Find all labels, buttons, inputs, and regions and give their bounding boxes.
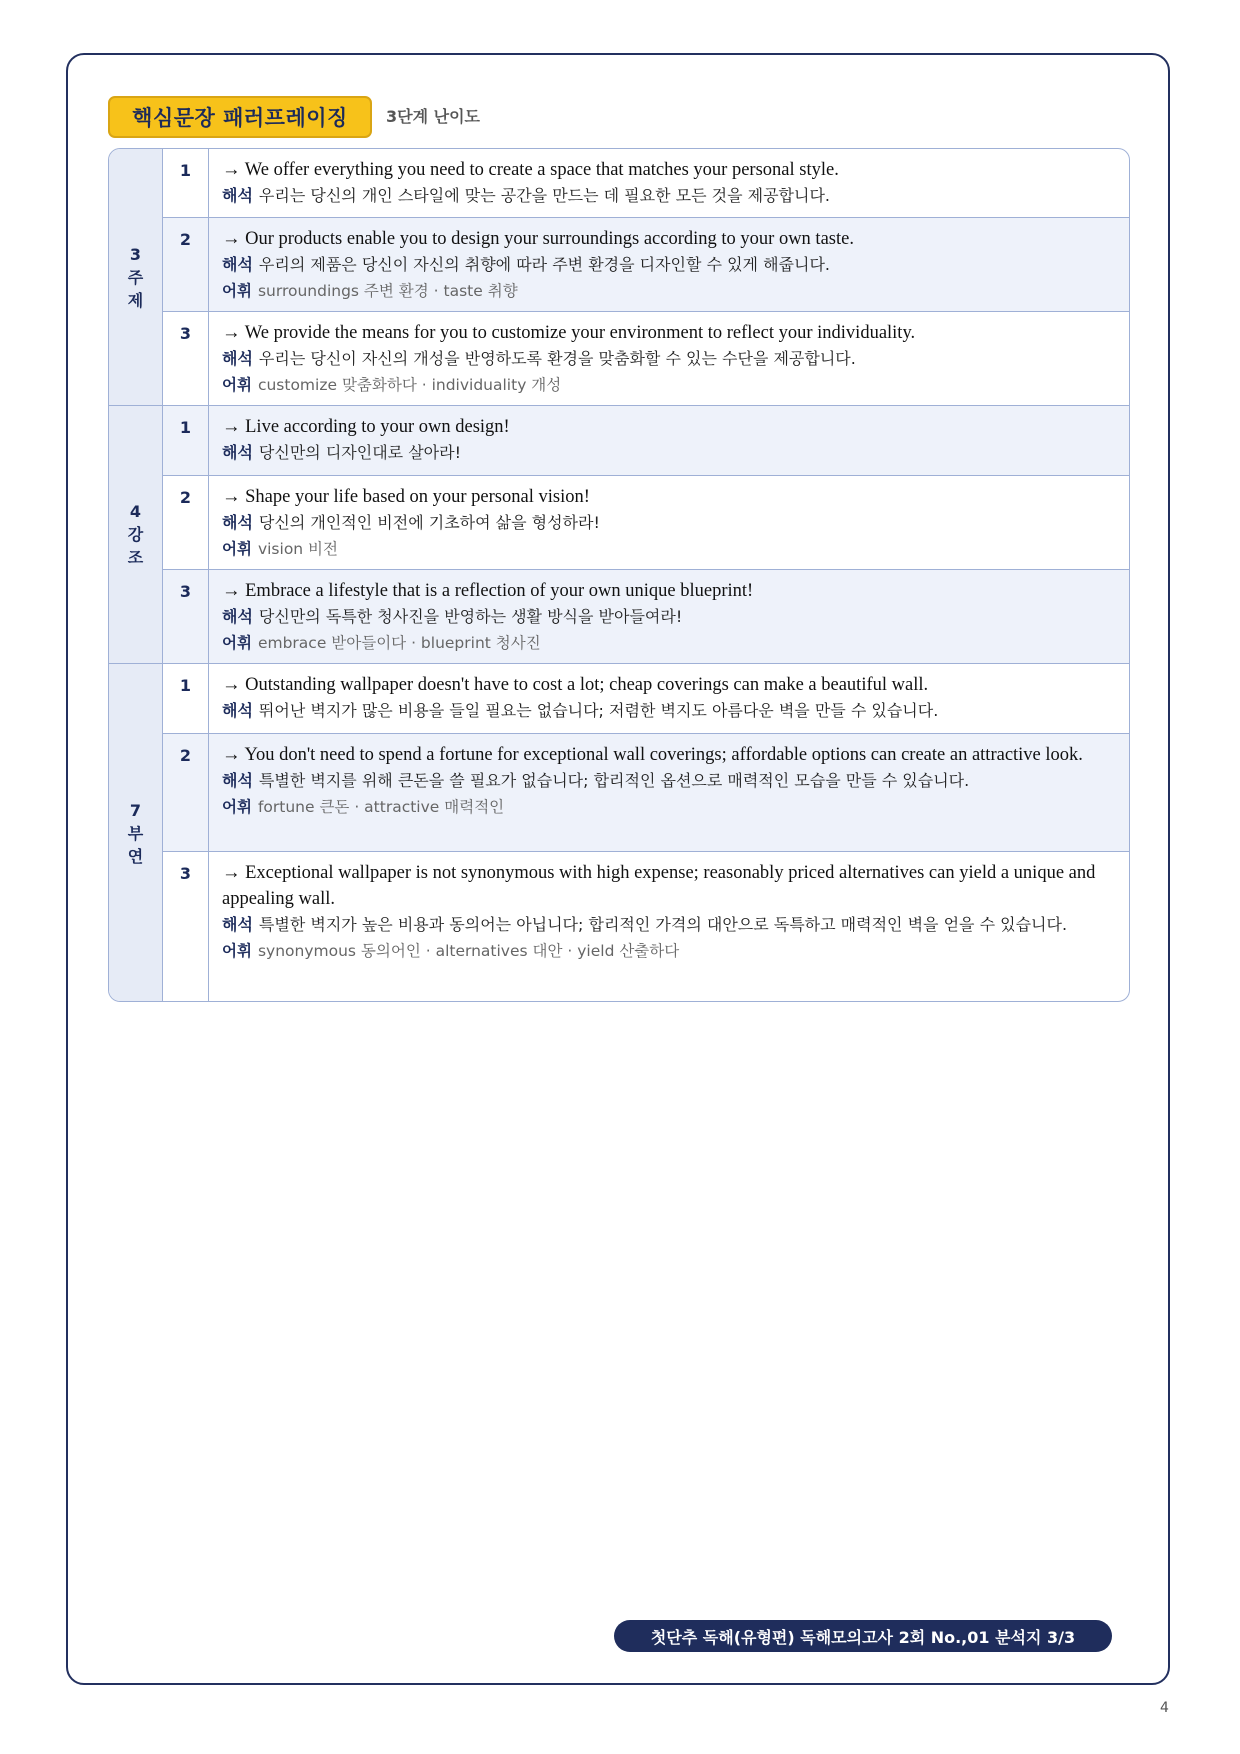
- translation-label: 해석: [222, 186, 253, 205]
- english-sentence: → Shape your life based on your personal vision!: [222, 487, 590, 507]
- vocab-list: customize 맞춤화하다 · individuality 개성: [257, 376, 562, 394]
- row-number: 2: [163, 218, 209, 311]
- english-sentence: → You don't need to spend a fortune for exceptional wall coverings; affordable options can create an attractive look.: [222, 745, 1083, 765]
- translation-label: 해석: [222, 607, 253, 626]
- group-label-3: [109, 149, 163, 405]
- vocab-label: 어휘: [222, 634, 252, 652]
- english-sentence: → Embrace a lifestyle that is a reflection of your own unique blueprint!: [222, 581, 754, 601]
- translation-label: 해석: [222, 349, 253, 368]
- table-row: [163, 217, 1129, 311]
- group-number: 3: [129, 244, 142, 264]
- table-row: [163, 149, 1129, 217]
- row-number: 1: [163, 406, 209, 475]
- difficulty-label: 3단계 난이도: [386, 107, 480, 126]
- group-char: 강: [127, 525, 144, 544]
- korean-translation: 특별한 벽지를 위해 큰돈을 쓸 필요가 없습니다; 합리적인 옵션으로 매력적인 모습을 만들 수 있습니다.: [258, 771, 970, 790]
- korean-translation: 당신만의 디자인대로 살아라!: [258, 443, 461, 462]
- group-number: 7: [129, 801, 142, 820]
- paraphrase-table: [108, 148, 1130, 1002]
- row-number: 2: [163, 476, 209, 569]
- translation-label: 해석: [222, 443, 253, 462]
- english-sentence: → We provide the means for you to customize your environment to reflect your individuality.: [222, 323, 916, 343]
- korean-translation: 당신만의 독특한 청사진을 반영하는 생활 방식을 받아들여라!: [258, 607, 683, 626]
- page-number: 4: [1160, 1700, 1169, 1716]
- english-sentence: → We offer everything you need to create a space that matches your personal style.: [222, 160, 839, 180]
- translation-label: 해석: [222, 513, 253, 532]
- table-row: [163, 475, 1129, 569]
- group-char: 조: [127, 548, 144, 567]
- vocab-label: 어휘: [222, 540, 252, 558]
- row-number: 3: [163, 852, 209, 1002]
- table-row: [163, 851, 1129, 1002]
- korean-translation: 우리는 당신이 자신의 개성을 반영하도록 환경을 맞춤화할 수 있는 수단을 제공합니다.: [258, 349, 856, 368]
- vocab-list: fortune 큰돈 · attractive 매력적인: [257, 798, 505, 816]
- korean-translation: 당신의 개인적인 비전에 기초하여 삶을 형성하라!: [258, 513, 600, 532]
- korean-translation: 뛰어난 벽지가 많은 비용을 들일 필요는 없습니다; 저렴한 벽지도 아름다운 벽을 만들 수 있습니다.: [258, 701, 939, 720]
- vocab-label: 어휘: [222, 282, 252, 300]
- group-number: 4: [129, 502, 142, 521]
- group-char: 제: [127, 290, 144, 310]
- vocab-list: surroundings 주변 환경 · taste 취향: [257, 282, 518, 300]
- translation-label: 해석: [222, 771, 253, 790]
- footer-badge: 첫단추 독해(유형편) 독해모의고사 2회 No.,01 분석지 3/3: [614, 1620, 1112, 1652]
- row-number: 1: [163, 664, 209, 733]
- korean-translation: 우리의 제품은 당신이 자신의 취향에 따라 주변 환경을 디자인할 수 있게 해줍니다.: [258, 255, 831, 274]
- korean-translation: 특별한 벽지가 높은 비용과 동의어는 아닙니다; 합리적인 가격의 대안으로 독특하고 매력적인 벽을 얻을 수 있습니다.: [258, 915, 1068, 934]
- group-char: 부: [127, 824, 144, 843]
- vocab-list: embrace 받아들이다 · blueprint 청사진: [257, 634, 541, 652]
- row-number: 3: [163, 570, 209, 663]
- vocab-label: 어휘: [222, 798, 252, 816]
- english-sentence: → Our products enable you to design your surroundings according to your own taste.: [222, 229, 854, 249]
- group-char: 주: [127, 267, 144, 287]
- translation-label: 해석: [222, 701, 253, 720]
- table-row: [163, 311, 1129, 405]
- row-number: 3: [163, 312, 209, 405]
- translation-label: 해석: [222, 255, 253, 274]
- table-row: [163, 733, 1129, 851]
- vocab-list: synonymous 동의어인 · alternatives 대안 · yield 산출하다: [257, 942, 680, 960]
- vocab-label: 어휘: [222, 376, 252, 394]
- translation-label: 해석: [222, 915, 253, 934]
- group-label-7: [109, 663, 163, 1002]
- row-number: 1: [163, 149, 209, 217]
- vocab-list: vision 비전: [257, 540, 338, 558]
- korean-translation: 우리는 당신의 개인 스타일에 맞는 공간을 만드는 데 필요한 모든 것을 제공합니다.: [258, 186, 831, 205]
- group-char: 연: [127, 847, 144, 866]
- table-row: [163, 405, 1129, 475]
- english-sentence: → Outstanding wallpaper doesn't have to cost a lot; cheap coverings can make a beautiful wall.: [222, 675, 929, 695]
- table-row: [163, 569, 1129, 663]
- group-label-4: [109, 405, 163, 663]
- english-sentence: → Live according to your own design!: [222, 417, 510, 437]
- table-row: [163, 663, 1129, 733]
- english-sentence: → Exceptional wallpaper is not synonymous with high expense; reasonably priced alternatives can yield a unique and appealing wall.: [222, 863, 1096, 909]
- row-number: 2: [163, 734, 209, 851]
- section-title: 핵심문장 패러프레이징: [108, 96, 372, 138]
- vocab-label: 어휘: [222, 942, 252, 960]
